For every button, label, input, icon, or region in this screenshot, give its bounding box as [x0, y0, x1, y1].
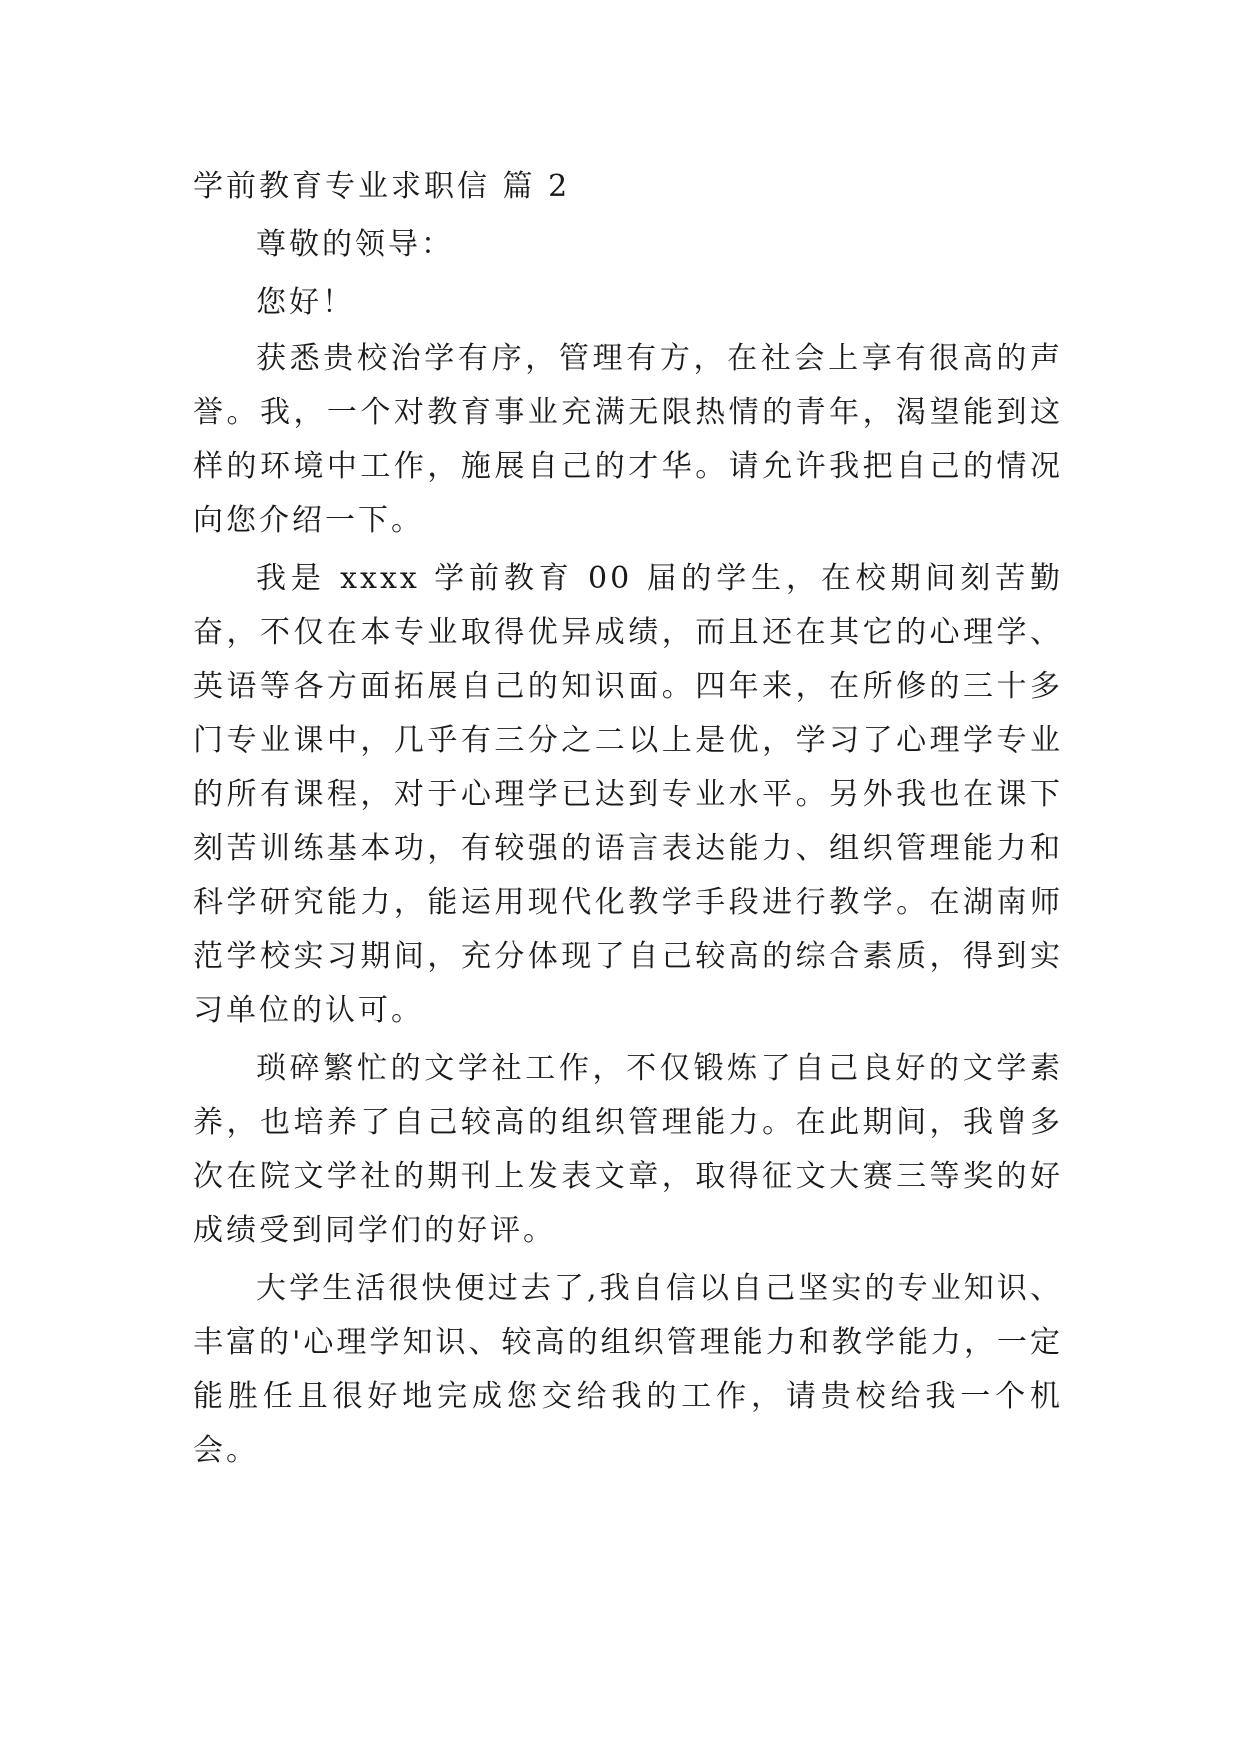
salutation: 尊敬的领导：	[256, 227, 454, 262]
paragraph-literary-club: 琐碎繁忙的文学社工作，不仅锻炼了自己良好的文学素养，也培养了自己较高的组织管理能力。在此期间，我曾多次在院文学社的期刊上发表文章，取得征文大赛三等奖的好成绩受到同学们的好评。	[193, 1051, 1063, 1248]
paragraph-education: 我是 xxxx 学前教育 00 届的学生，在校期间刻苦勤奋，不仅在本专业取得优异成绩，而且还在其它的心理学、英语等各方面拓展自己的知识面。四年来，在所修的三十多门专业课中，几乎有三分之二以上是优，学习了心理学专业的所有课程，对于心理学已达到专业水平。另外我也在课下刻苦训练基本功，有较强的语言表达能力、组织管理能力和科学研究能力，能运用现代化教学手段进行教学。在湖南师范学校实习期间，充分体现了自己较高的综合素质，得到实习单位的认可。	[193, 561, 1063, 1028]
document-title: 学前教育专业求职信 篇 2	[193, 169, 571, 204]
paragraph-introduction: 获悉贵校治学有序，管理有方，在社会上享有很高的声誉。我，一个对教育事业充满无限热情的青年，渴望能到这样的环境中工作，施展自己的才华。请允许我把自己的情况向您介绍一下。	[193, 341, 1063, 538]
paragraph-closing: 大学生活很快便过去了,我自信以自己坚实的专业知识、丰富的'心理学知识、较高的组织管理能力和教学能力，一定能胜任且很好地完成您交给我的工作，请贵校给我一个机会。	[193, 1271, 1063, 1468]
greeting: 您好！	[256, 285, 355, 320]
document-body	[193, 160, 1063, 1478]
